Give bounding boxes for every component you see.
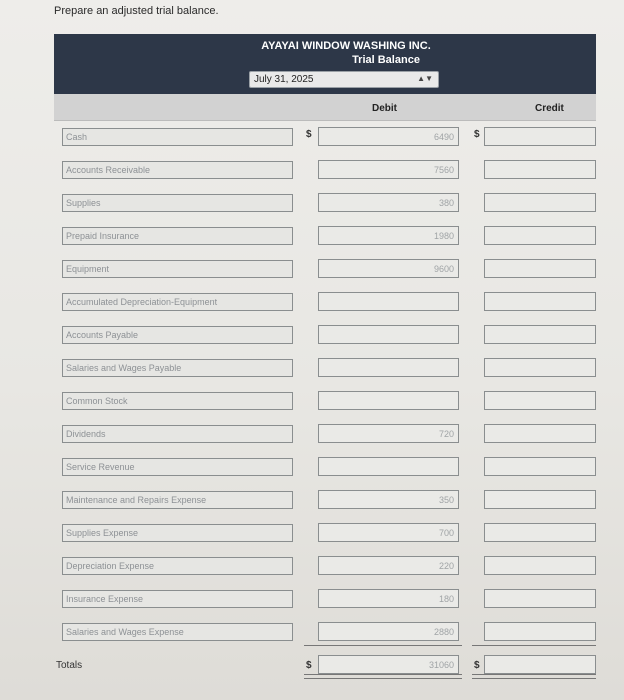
account-name-field[interactable]: Accumulated Depreciation-Equipment — [62, 293, 293, 311]
date-select[interactable] — [249, 71, 439, 88]
credit-input[interactable] — [484, 160, 596, 179]
credit-input[interactable] — [484, 127, 596, 146]
debit-input[interactable] — [318, 160, 459, 179]
company-name: AYAYAI WINDOW WASHING INC. — [261, 40, 431, 52]
debit-value: 700 — [438, 528, 454, 538]
table-row — [0, 289, 624, 322]
credit-input[interactable] — [484, 193, 596, 212]
credit-column-header: Credit — [535, 103, 564, 114]
table-row — [0, 487, 624, 520]
table-row — [0, 190, 624, 223]
account-name-field[interactable]: Salaries and Wages Expense — [62, 623, 293, 641]
table-row — [0, 124, 624, 157]
sum-line-debit — [304, 645, 462, 646]
debit-input[interactable] — [318, 127, 459, 146]
credit-input[interactable] — [484, 490, 596, 509]
table-row — [0, 586, 624, 619]
table-row — [0, 157, 624, 190]
table-row — [0, 223, 624, 256]
column-headers — [54, 94, 596, 121]
debit-input[interactable] — [318, 556, 459, 575]
statement-title: Trial Balance — [352, 54, 420, 66]
table-row — [0, 619, 624, 652]
credit-input[interactable] — [484, 622, 596, 641]
credit-input[interactable] — [484, 259, 596, 278]
table-row — [0, 388, 624, 421]
sum-line-credit — [472, 645, 596, 646]
debit-input[interactable] — [318, 589, 459, 608]
credit-input[interactable] — [484, 556, 596, 575]
totals-credit-underline — [472, 674, 596, 675]
credit-input[interactable] — [484, 523, 596, 542]
totals-credit-dollar: $ — [474, 660, 480, 671]
debit-column-header: Debit — [372, 103, 397, 114]
debit-input[interactable] — [318, 193, 459, 212]
table-row — [0, 520, 624, 553]
credit-input[interactable] — [484, 358, 596, 377]
totals-credit-input[interactable] — [484, 655, 596, 674]
table-row — [0, 355, 624, 388]
debit-input[interactable] — [318, 622, 459, 641]
debit-value: 180 — [438, 594, 454, 604]
debit-input[interactable] — [318, 391, 459, 410]
debit-input[interactable] — [318, 457, 459, 476]
credit-input[interactable] — [484, 457, 596, 476]
debit-value: 350 — [438, 495, 454, 505]
debit-dollar-sign: $ — [306, 129, 312, 140]
credit-input[interactable] — [484, 589, 596, 608]
instruction-text: Prepare an adjusted trial balance. — [54, 5, 219, 17]
table-row — [0, 553, 624, 586]
account-name-field[interactable]: Prepaid Insurance — [62, 227, 293, 245]
table-row — [0, 322, 624, 355]
account-name-field[interactable]: Salaries and Wages Payable — [62, 359, 293, 377]
debit-input[interactable] — [318, 523, 459, 542]
totals-debit-underline-2 — [304, 678, 462, 679]
account-name-field[interactable]: Dividends — [62, 425, 293, 443]
credit-input[interactable] — [484, 226, 596, 245]
debit-input[interactable] — [318, 226, 459, 245]
account-name-field[interactable]: Supplies Expense — [62, 524, 293, 542]
account-name-field[interactable]: Accounts Receivable — [62, 161, 293, 179]
debit-input[interactable] — [318, 259, 459, 278]
totals-credit-underline-2 — [472, 678, 596, 679]
credit-input[interactable] — [484, 325, 596, 344]
debit-input[interactable] — [318, 424, 459, 443]
credit-input[interactable] — [484, 424, 596, 443]
debit-value: 1980 — [433, 231, 454, 241]
account-name-field[interactable]: Service Revenue — [62, 458, 293, 476]
debit-value: 6490 — [433, 132, 454, 142]
credit-input[interactable] — [484, 292, 596, 311]
account-name-field[interactable]: Depreciation Expense — [62, 557, 293, 575]
debit-value: 720 — [438, 429, 454, 439]
date-value: July 31, 2025 — [254, 74, 314, 85]
debit-value: 2880 — [433, 627, 454, 637]
account-name-field[interactable]: Maintenance and Repairs Expense — [62, 491, 293, 509]
debit-input[interactable] — [318, 490, 459, 509]
totals-debit-value: 31060 — [428, 660, 454, 670]
totals-debit-dollar: $ — [306, 660, 312, 671]
table-row — [0, 454, 624, 487]
table-row — [0, 256, 624, 289]
debit-value: 380 — [438, 198, 454, 208]
debit-value: 9600 — [433, 264, 454, 274]
debit-value: 220 — [438, 561, 454, 571]
credit-dollar-sign: $ — [474, 129, 480, 140]
account-name-field[interactable]: Common Stock — [62, 392, 293, 410]
totals-label: Totals — [56, 660, 83, 671]
totals-debit-input[interactable] — [318, 655, 459, 674]
account-name-field[interactable]: Equipment — [62, 260, 293, 278]
credit-input[interactable] — [484, 391, 596, 410]
debit-input[interactable] — [318, 358, 459, 377]
account-name-field[interactable]: Supplies — [62, 194, 293, 212]
debit-value: 7560 — [433, 165, 454, 175]
table-row — [0, 421, 624, 454]
account-name-field[interactable]: Cash — [62, 128, 293, 146]
account-name-field[interactable]: Accounts Payable — [62, 326, 293, 344]
debit-input[interactable] — [318, 325, 459, 344]
totals-row — [0, 652, 624, 685]
chevron-updown-icon: ▲▼ — [417, 74, 433, 83]
debit-input[interactable] — [318, 292, 459, 311]
totals-debit-underline — [304, 674, 462, 675]
account-name-field[interactable]: Insurance Expense — [62, 590, 293, 608]
